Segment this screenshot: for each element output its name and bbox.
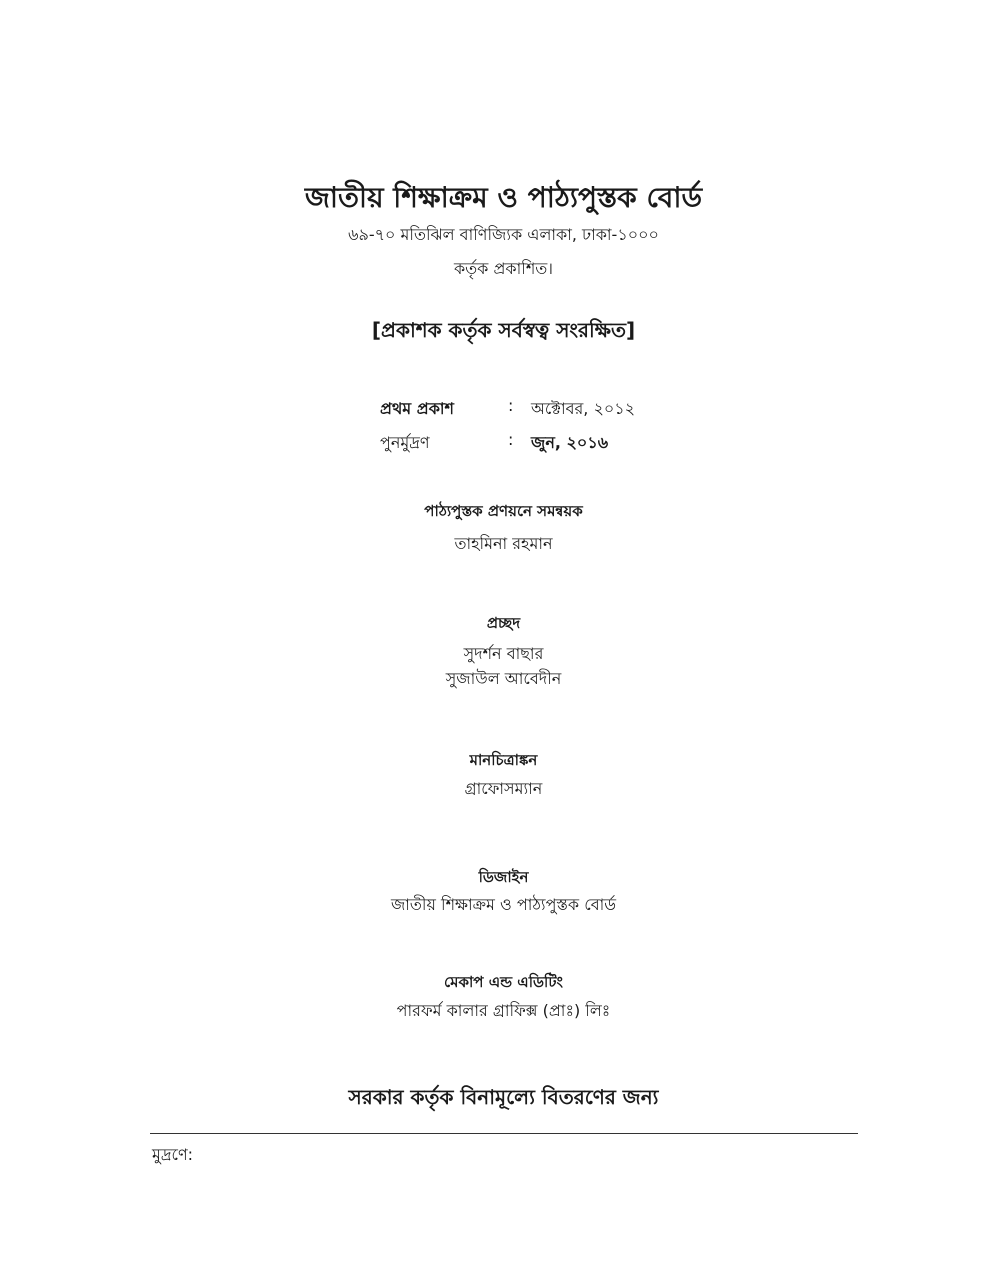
first-edition-label: প্রথম প্রকাশ [380,399,455,418]
reprint-date: জুন, ২০১৬ [531,433,609,452]
publisher-name: জাতীয় শিক্ষাক্রম ও পাঠ্যপুস্তক বোর্ড [304,181,703,214]
maps-credit: গ্রাফোসম্যান [464,779,543,798]
published-by: কর্তৃক প্রকাশিত। [453,259,554,278]
reprint-label: পুনর্মুদ্রণ [380,433,430,452]
first-edition-date: অক্টোবর, ২০১২ [531,399,636,418]
distribution-notice: সরকার কর্তৃক বিনামূল্যে বিতরণের জন্য [348,1085,659,1109]
design-credit: জাতীয় শিক্ষাক্রম ও পাঠ্যপুস্তক বোর্ড [390,895,617,914]
design-heading: ডিজাইন [478,868,529,886]
publisher-address: ৬৯-৭০ মতিঝিল বাণিজ্যিক এলাকা, ঢাকা-১০০০ [348,225,659,244]
reprint-colon: : [508,430,514,449]
makeup-credit: পারফর্ম কালার গ্রাফিক্স (প্রাঃ) লিঃ [396,1001,611,1020]
rights-notice: [প্রকাশক কর্তৃক সর্বস্বত্ব সংরক্ষিত] [371,318,636,342]
makeup-heading: মেকাপ এন্ড এডিটিং [444,973,563,991]
cover-designer-2: সুজাউল আবেদীন [445,669,562,688]
maps-heading: মানচিত্রাঙ্কন [469,751,538,769]
cover-designer-1: সুদর্শন বাছার [463,644,544,663]
divider-rule [150,1133,858,1134]
first-edition-colon: : [508,396,514,415]
printer-label: মুদ্রণে: [152,1145,194,1164]
cover-heading: প্রচ্ছদ [486,614,521,632]
coordinator-heading: পাঠ্যপুস্তক প্রণয়নে সমন্বয়ক [424,502,583,520]
coordinator-name: তাহমিনা রহমান [454,534,553,553]
